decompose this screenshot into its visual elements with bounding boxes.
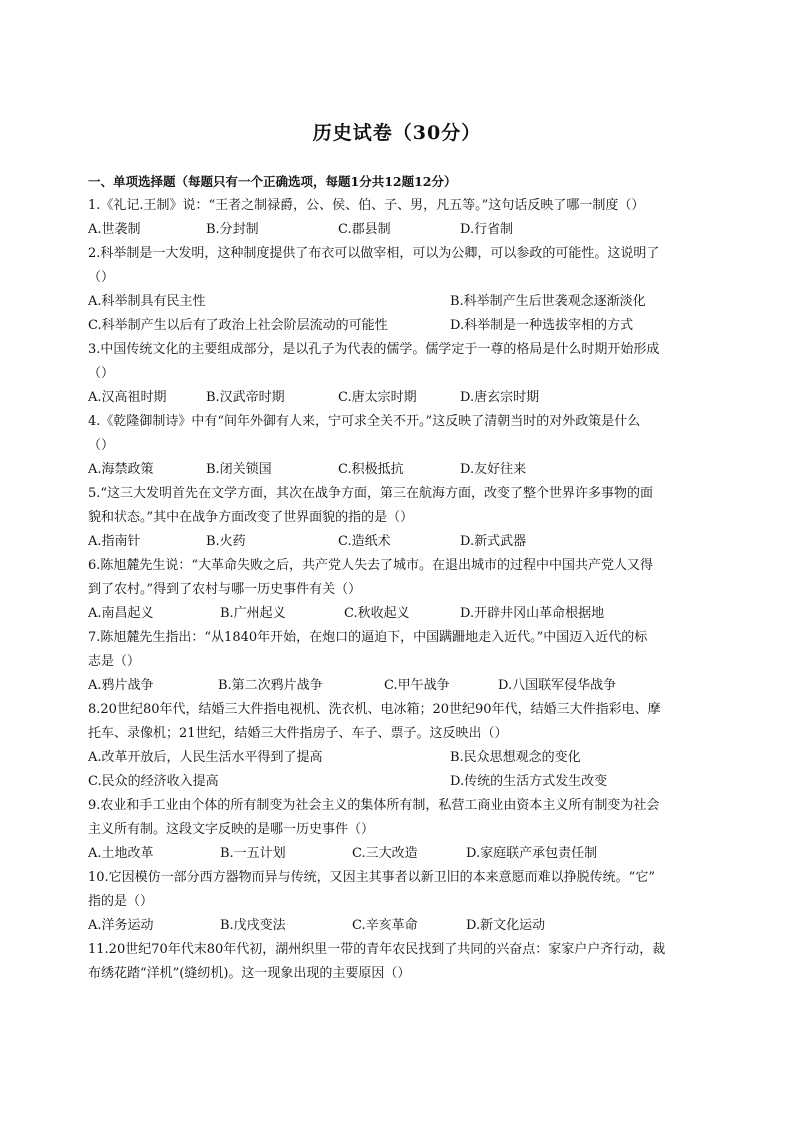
option-b[interactable]: B.戊戌变法	[220, 918, 286, 933]
question-stem-line: 8.20世纪80年代，结婚三大件指电视机、洗衣机、电冰箱；20世纪90年代，结婚三大件指彩电、摩	[88, 702, 661, 717]
options-row	[88, 770, 718, 794]
option-d[interactable]: D.八国联军侵华战争	[498, 678, 617, 693]
option-c[interactable]: C.辛亥革命	[352, 918, 418, 933]
option-a[interactable]: A.科举制具有民主性	[88, 294, 206, 309]
question-stem-line: 11.20世纪70年代末80年代初，湖州织里一带的青年农民找到了共同的兴奋点：家家户户齐行动，裁	[88, 942, 666, 957]
option-d[interactable]: D.家庭联产承包责任制	[466, 846, 598, 861]
question-stem-line: （）	[88, 366, 115, 381]
question-stem-line: 貌和状态。”其中在战争方面改变了世界面貌的指的是（）	[88, 510, 414, 525]
option-b[interactable]: B.一五计划	[220, 846, 286, 861]
option-a[interactable]: A.南昌起义	[88, 606, 154, 621]
question-stem-line: 1.《礼记.王制》说：“王者之制禄爵，公、侯、伯、子、男，凡五等。”这句话反映了哪一制度（）	[88, 198, 645, 213]
option-a[interactable]: A.鸦片战争	[88, 678, 154, 693]
options-row	[88, 602, 718, 626]
option-d[interactable]: D.科举制是一种选拔宰相的方式	[450, 318, 634, 333]
question-stem-line: 2.科举制是一大发明，这种制度提供了布衣可以做宰相，可以为公卿，可以参政的可能性。这说明了	[88, 246, 660, 261]
option-b[interactable]: B.汉武帝时期	[206, 390, 285, 405]
options-row	[88, 218, 718, 242]
option-d[interactable]: D.友好往来	[460, 462, 527, 477]
option-c[interactable]: C.甲午战争	[384, 678, 450, 693]
option-d[interactable]: D.新文化运动	[466, 918, 546, 933]
question-11	[88, 938, 718, 986]
option-a[interactable]: A.改革开放后，人民生活水平得到了提高	[88, 750, 323, 765]
question-10	[88, 866, 718, 938]
question-6	[88, 554, 718, 626]
option-d[interactable]: D.新式武器	[460, 534, 527, 549]
option-c[interactable]: C.积极抵抗	[338, 462, 404, 477]
question-4	[88, 410, 718, 482]
question-stem-line: 10.它因模仿一部分西方器物而异与传统，又因主其事者以新卫旧的本来意愿而难以挣脱传统。“它”	[88, 870, 655, 885]
option-b[interactable]: B.民众思想观念的变化	[450, 750, 581, 765]
question-stem-line: 5.“这三大发明首先在文学方面，其次在战争方面，第三在航海方面，改变了整个世界许多事物的面	[88, 486, 654, 501]
option-d[interactable]: D.传统的生活方式发生改变	[450, 774, 608, 789]
options-row	[88, 746, 718, 770]
question-2	[88, 242, 718, 338]
question-stem-line: 托车、录像机；21世纪，结婚三大件指房子、车子、票子。这反映出（）	[88, 726, 508, 741]
page-title: 历史试卷（30分）	[312, 122, 482, 144]
option-a[interactable]: A.海禁政策	[88, 462, 154, 477]
option-b[interactable]: B.广州起义	[220, 606, 286, 621]
option-c[interactable]: C.秋收起义	[344, 606, 410, 621]
question-8	[88, 698, 718, 794]
option-b[interactable]: B.闭关锁国	[206, 462, 272, 477]
option-c[interactable]: C.造纸术	[338, 534, 391, 549]
options-row	[88, 458, 718, 482]
question-stem-line: 志是（）	[88, 654, 141, 669]
option-d[interactable]: D.唐玄宗时期	[460, 390, 540, 405]
options-row	[88, 914, 718, 938]
options-row	[88, 674, 718, 698]
question-stem-line: 指的是（）	[88, 894, 154, 909]
question-9	[88, 794, 718, 866]
option-b[interactable]: B.科举制产生后世袭观念逐渐淡化	[450, 294, 646, 309]
question-3	[88, 338, 718, 410]
option-c[interactable]: C.民众的经济收入提高	[88, 774, 219, 789]
options-row	[88, 530, 718, 554]
option-d[interactable]: D.开辟井冈山革命根据地	[460, 606, 605, 621]
question-list	[88, 194, 718, 986]
question-stem-line: 6.陈旭麓先生说：“大革命失败之后，共产党人失去了城市。在退出城市的过程中中国共产党人又得	[88, 558, 654, 573]
option-a[interactable]: A.世袭制	[88, 222, 141, 237]
option-c[interactable]: C.郡县制	[338, 222, 391, 237]
section-heading: 一、单项选择题（每题只有一个正确选项，每题1分共12题12分）	[88, 174, 457, 189]
question-stem-line: 9.农业和手工业由个体的所有制变为社会主义的集体所有制，私营工商业由资本主义所有制变为社会	[88, 798, 660, 813]
question-stem-line: 布绣花踏“洋机”(缝纫机)。这一现象出现的主要原因（）	[88, 966, 411, 981]
option-c[interactable]: C.科举制产生以后有了政治上社会阶层流动的可能性	[88, 318, 388, 333]
option-b[interactable]: B.第二次鸦片战争	[218, 678, 323, 693]
question-1	[88, 194, 718, 242]
option-a[interactable]: A.土地改革	[88, 846, 154, 861]
question-stem-line: 到了农村。”得到了农村与哪一历史事件有关（）	[88, 582, 362, 597]
option-b[interactable]: B.分封制	[206, 222, 259, 237]
question-stem-line: 主义所有制。这段文字反映的是哪一历史事件（）	[88, 822, 375, 837]
option-a[interactable]: A.指南针	[88, 534, 141, 549]
question-stem-line: 3.中国传统文化的主要组成部分，是以孔子为代表的儒学。儒学定于一尊的格局是什么时期开始形成	[88, 342, 660, 357]
option-a[interactable]: A.汉高祖时期	[88, 390, 167, 405]
options-row	[88, 314, 718, 338]
question-stem-line: 7.陈旭麓先生指出：“从1840年开始，在炮口的逼迫下，中国蹒跚地走入近代。”中国迈入近代的标	[88, 630, 648, 645]
question-5	[88, 482, 718, 554]
option-c[interactable]: C.三大改造	[352, 846, 418, 861]
question-stem-line: 4.《乾隆御制诗》中有“间年外御有人来，宁可求全关不开。”这反映了清朝当时的对外政策是什么	[88, 414, 641, 429]
question-stem-line: （）	[88, 438, 115, 453]
option-c[interactable]: C.唐太宗时期	[338, 390, 417, 405]
option-b[interactable]: B.火药	[206, 534, 246, 549]
option-a[interactable]: A.洋务运动	[88, 918, 154, 933]
question-7	[88, 626, 718, 698]
option-d[interactable]: D.行省制	[460, 222, 514, 237]
options-row	[88, 290, 718, 314]
options-row	[88, 842, 718, 866]
question-stem-line: （）	[88, 270, 115, 285]
options-row	[88, 386, 718, 410]
